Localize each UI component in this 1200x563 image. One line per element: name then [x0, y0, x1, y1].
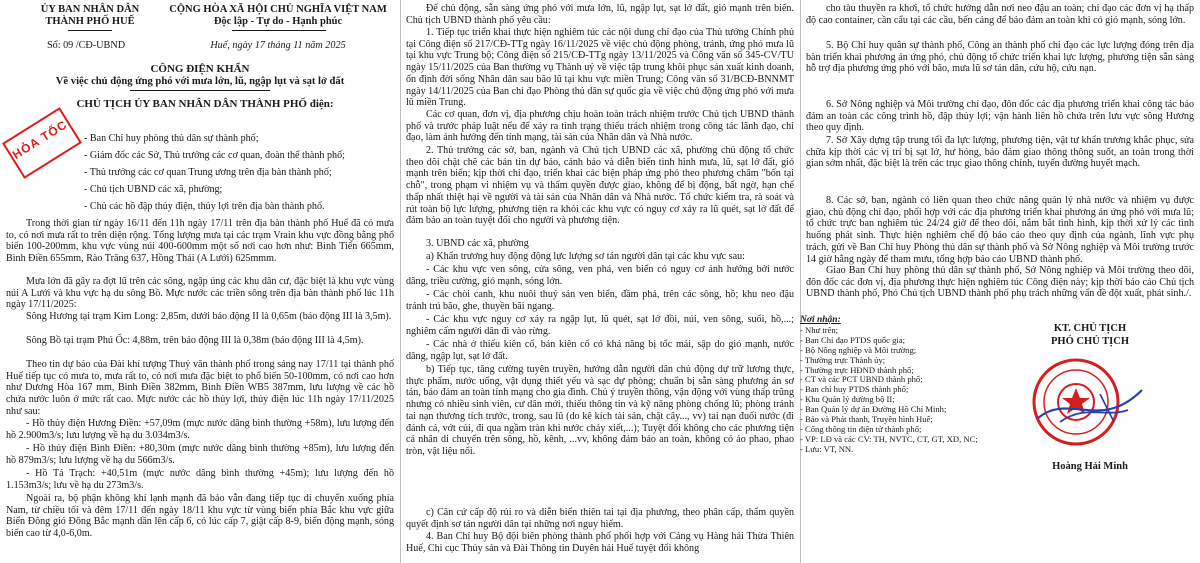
body-paragraph: Giao Ban Chỉ huy phòng thủ dân sự thành phố, Sở Nông nghiệp và Môi trường theo dõi, đôn đốc các đơn vị, địa phương thực hiện nghiêm túc Công điện này; kịp thời báo cáo Chủ tịch UBND thành phố, Phó Chủ tịch UBND thành phố phụ trách những vấn đề đột xuất, phát sinh./. — [806, 265, 1194, 300]
recipient-item: - CT và các PCT UBND thành phố; — [800, 374, 923, 385]
recipient-line: - Thủ trưởng các cơ quan Trung ương trên địa bàn thành phố; — [84, 167, 332, 178]
recipient-line: - Ban Chỉ huy phòng thủ dân sự thành phố; — [84, 133, 259, 144]
nation-name: CỘNG HÒA XÃ HỘI CHỦ NGHĨA VIỆT NAM — [169, 4, 387, 15]
official-seal-icon — [1030, 352, 1150, 452]
body-paragraph: cho tàu thuyền ra khơi, tổ chức hướng dẫn nơi neo đậu an toàn; chỉ đạo các đơn vị hạ thấp độ cao container, cần cẩu tại các cầu, bến cảng để bảo đảm an toàn khi có gió mạnh, sóng lớn. — [806, 3, 1194, 26]
body-paragraph: b) Tiếp tục, tăng cường tuyên truyền, hướng dẫn người dân chủ động dự trữ lương thực, thực phẩm, nước uống, vật dụng thiết yếu và sạc dự phòng; chuẩn bị sẵn sàng phương án sơ tán, bảo đảm an toàn tính mạng cho gia đình. Chủ ý truyền thông, vận động với vùng thấp trũng nhưng có nhiều sinh viên, cư dân mới, thiếu thông tin và kỹ năng phòng chống lũ; phòng tránh tai nạn thương tích trước, trong, sau lũ (do kê kích tài sản, chặt cây..., vv) tai nạn đuối nước (đi đánh cá, vớt củi, đi qua ngầm tràn khi nước chảy xiết,...); Tuyệt đối không cho các phương tiện cá nhân di chuyển trên sông, hồ, kênh, ...vv, không đảm bảo an toàn, không có áo phao, phao tròn, vật liệu nổi. — [406, 364, 794, 457]
signature-title-2: PHÓ CHỦ TỊCH — [1051, 336, 1129, 347]
body-paragraph: Trong thời gian từ ngày 16/11 đến 11h ngày 17/11 trên địa bàn thành phố Huế đã có mưa to, có nơi mưa rất to trên diện rộng. Tổng lượng mưa tại các trạm Vrain khu vực đồng bằng phổ biến 100-200mm, khu vực vùng núi 400-600mm một số nơi cao hơn như: Bình Tiến 665mm, Bình Điền 655mm, Rào Trăng 637, Hồng Thái (A Lưới) 625mmm. — [6, 218, 394, 265]
body-paragraph: Mưa lớn đã gây ra đợt lũ trên các sông, ngập úng các khu dân cư, đặc biệt là khu vực vùng núi A Lưới và khu vực hạ du sông Bồ. Mực nước các triền sông trên địa bàn thành phố lúc 11h ngày 17/11/2025: — [6, 276, 394, 311]
recipient-item: - Báo và Phát thanh, Truyền hình Huế; — [800, 414, 933, 425]
body-paragraph: - Các khu vực nguy cơ xảy ra ngập lụt, lũ quét, sạt lở đồi, núi, ven sông, suối, hồ,...; nghiêm cấm người dân đi vào rừng. — [406, 314, 794, 337]
body-paragraph: a) Khẩn trương huy động động lực lượng sơ tán người dân tại các khu vực sau: — [426, 251, 745, 262]
document-page-1 — [0, 0, 400, 563]
document-subject: Về việc chủ động ứng phó với mưa lớn, lũ, ngập lụt và sạt lở đất — [55, 76, 345, 87]
document-page-2 — [400, 0, 800, 563]
body-paragraph: 1. Tiếp tục triển khai thực hiện nghiêm túc các nội dung chỉ đạo của Thủ tướng Chính phủ tại Công điện số 217/CĐ-TTg ngày 16/11/2025 về việc chủ động phòng, tránh, ứng phó mưa lũ tại khu vực Trung bộ; Công điện số 215/CĐ-TTg ngày 13/11/2025 và Công văn số 345-CV/TU ngày 15/11/2025 của Ban thường vụ Thành uỷ về việc tập trung khôi phục sản xuất kinh doanh, ổn định đời sống Nhân dân sau bão lũ tại khu vực miền Trung; Công văn số 31/BCĐ-BNNMT ngày 14/11/2025 của Ban chỉ đạo Phòng thủ dân sự quốc gia về việc chủ động ứng phó với mưa lũ miền Trung. — [406, 27, 794, 109]
signature-title-1: KT. CHỦ TỊCH — [1053, 323, 1127, 334]
recipient-item: - Lưu: VT, NN. — [800, 443, 854, 454]
body-paragraph: - Các chòi canh, khu nuôi thuỷ sản ven biển, đầm phá, trên các sông, hồ; khu neo đậu tránh trú bão, ghe, thuyền bãi ngang. — [406, 289, 794, 312]
body-paragraph: Các cơ quan, đơn vị, địa phương chịu hoàn toàn trách nhiệm trước Chủ tịch UBND thành phố và trước pháp luật nếu để xảy ra tình trạng thiếu trách nhiệm trong công tác lãnh đạo, chỉ đạo, làm ảnh hưởng đến tính mạng, tài sản của Nhân dân và Nhà nước. — [406, 109, 794, 144]
body-paragraph: Sông Hương tại trạm Kim Long: 2,85m, dưới báo động II là 0,65m (báo động III là 3,5m). — [26, 311, 392, 322]
body-paragraph: 5. Bộ Chỉ huy quân sự thành phố, Công an thành phố chỉ đạo các lực lượng đóng trên địa bàn triển khai phương án ứng phó, chủ động tổ chức triển khai lực lượng, phương tiện sẵn sàng hỗ trợ địa phương ứng phó với bão, mưa lũ sơ tán dân, cứu hộ, cứu nạn. — [806, 40, 1194, 75]
recipient-item: - Như trên; — [800, 324, 839, 335]
org-name-line2: THÀNH PHỐ HUẾ — [45, 16, 135, 27]
recipients-heading: Nơi nhận: — [800, 315, 841, 325]
recipient-line: - Giám đốc các Sở, Thủ trưởng các cơ quan, đoàn thể thành phố; — [84, 150, 345, 161]
body-paragraph: Sông Bồ tại trạm Phú Ốc: 4,88m, trên báo động III là 0,38m (báo động III là 4,5m). — [26, 335, 364, 346]
recipient-item: - Thường trực Thành ủy; — [800, 354, 886, 365]
recipient-item: - Ban Quản lý dự án Đường Hồ Chí Minh; — [800, 404, 947, 415]
recipient-item: - Cổng thông tin điện tử thành phố; — [800, 423, 922, 434]
recipient-item: - Khu Quản lý đường bộ II; — [800, 394, 895, 405]
recipient-line: - Chủ các hồ đập thủy điện, thủy lợi trên địa bàn thành phố. — [84, 201, 325, 212]
body-paragraph: - Hồ thủy điện Hương Điền: +57,09m (mực nước dâng bình thường +58m), lưu lượng đến hồ 2.900m3/s; lưu lượng về hạ du 3.034m3/s. — [6, 418, 394, 441]
recipient-item: - Ban Chỉ đạo PTDS quốc gia; — [800, 334, 906, 345]
subject-underline — [130, 90, 270, 91]
signer-name: Hoàng Hải Minh — [1052, 461, 1128, 472]
org-name-line1: ỦY BAN NHÂN DÂN — [40, 4, 140, 15]
body-paragraph: 7. Sở Xây dựng tập trung tối đa lực lượng, phương tiện, vật tư khẩn trương khắc phục, sửa chữa kịp thời các vị trí bị sạt lở, hư hỏng, bảo đảm giao thông thông suốt, an toàn trong thời gian sớm nhất, đặc biệt là trên các trục giao thông chính, tuyến đường huyết mạch. — [806, 135, 1194, 170]
recipients-list — [800, 316, 1020, 455]
body-paragraph: 8. Các sở, ban, ngành có liên quan theo chức năng quản lý nhà nước và nhiệm vụ được giao, chủ động chỉ đạo, phối hợp với các địa phương triển khai phương án ứng phó với mưa lũ; tổ chức trực ban nghiêm túc 24/24 giờ để theo dõi, nắm bắt tình hình, kịp thời xử lý các tình huống phát sinh. Thực hiện nghiêm chế độ báo cáo theo quy định của ngành, lĩnh vực phụ trách, gửi về Ban Chỉ huy Phòng thủ dân sự thành phố và Sở Nông nghiệp và Môi trường trước 14 giờ hằng ngày để tham mưu, tổng hợp báo cáo UBND thành phố. — [806, 195, 1194, 265]
recipient-item: - VP: LĐ và các CV: TH, NVTC, CT, GT, XD, NC; — [800, 433, 978, 444]
body-paragraph: 3. UBND các xã, phường — [426, 238, 529, 249]
recipient-item: - Thường trực HĐND thành phố; — [800, 364, 914, 375]
document-date: Huế, ngày 17 tháng 11 năm 2025 — [210, 40, 346, 51]
body-paragraph: 4. Ban Chỉ huy Bộ đội biên phòng thành phố phối hợp với Cảng vụ Hàng hải Thừa Thiên Huế, Chi cục Thủy sản và Đài Thông tin Duyên hải Huế tuyệt đối không — [406, 531, 794, 554]
recipient-item: - Bộ Nông nghiệp và Môi trường; — [800, 344, 917, 355]
body-paragraph: - Các nhà ở thiếu kiên cố, bán kiên cố có khả năng bị tốc mái, sập do gió mạnh, nước dâng, ngập lụt, sạt lở đất. — [406, 339, 794, 362]
recipient-item: - Ban chỉ huy PTDS thành phố; — [800, 384, 909, 395]
document-title: CÔNG ĐIỆN KHẨN — [150, 63, 250, 75]
recipient-line: - Chủ tịch UBND các xã, phường; — [84, 184, 223, 195]
body-paragraph: Ngoài ra, bộ phận không khí lạnh mạnh đã bảo vẫn đang tiếp tục di chuyển xuống phía Nam, từ chiều tối và đêm 17/11 đến ngày 18/11 khu vực từ vùng biển phía Bắc khu vực giữa Biển Đông gió Đông Bắc mạnh dần lên cấp 6, có lúc cấp 7, giật cấp 8-9, biển động mạnh, sóng biển cao từ 4,0-6,0m. — [6, 493, 394, 540]
urgent-stamp: HỎA TỐC — [2, 107, 82, 179]
motto-underline — [232, 30, 326, 31]
body-paragraph: 2. Thủ trưởng các sở, ban, ngành và Chủ tịch UBND các xã, phường chủ động tổ chức theo dõi chặt chẽ các bản tin dự báo, cảnh báo và diễn biến tình hình mưa, lũ, sạt lở đất, gió mạnh trên biển; kịp thời chỉ đạo, triển khai các biện pháp ứng phó theo phương châm "bốn tại chỗ", trong phạm vi nhiệm vụ và thẩm quyền được giao, không để bị động, bất ngờ, hạn chế thấp nhất thiệt hại về người và tài sản của Nhân dân và Nhà nước. Tổ chức kiểm tra, rà soát và rút toàn bộ lực lượng, phương tiện ra khỏi các khu vực có nguy cơ xảy ra lũ quét, sạt lở đất để đảm bảo an toàn tuyệt đối cho người và phương tiện. — [406, 145, 794, 227]
body-paragraph: - Hồ thủy điện Bình Điền: +80,30m (mực nước dâng bình thường +85m), lưu lượng đến hồ 879m3/s; lưu lượng về hạ du 566m3/s. — [6, 443, 394, 466]
body-paragraph: 6. Sở Nông nghiệp và Môi trường chỉ đạo, đôn đốc các địa phương triển khai công tác bảo đảm an toàn các công trình hồ, đập thủy lợi; vận hành liên hồ chứa trên lưu vực sông Hương theo quy định. — [806, 99, 1194, 134]
body-paragraph: c) Căn cứ cấp độ rủi ro và diễn biến thiên tai tại địa phương, theo phân cấp, thẩm quyền quyết định sơ tán người dân tại những nơi nguy hiểm. — [406, 507, 794, 530]
document-number: Số: 09 /CĐ-UBND — [46, 40, 126, 51]
nation-motto: Độc lập - Tự do - Hạnh phúc — [213, 16, 343, 27]
sender-heading: CHỦ TỊCH ỦY BAN NHÂN DÂN THÀNH PHỐ điện: — [76, 98, 334, 110]
body-paragraph: - Hồ Tả Trạch: +40,51m (mực nước dâng bình thường +45m); lưu lượng đến hồ 1.153m3/s; lưu về hạ du 273m3/s. — [6, 468, 394, 491]
body-paragraph: Theo tin dự báo của Đài khí tượng Thuỷ văn thành phố trong sáng nay 17/11 tại thành phố Huế tiếp tục có mưa to, mưa rất to, có nơi mưa đặc biệt to phổ biến 50-100mm, có nơi cao hơn như Dương Hòa 167 mm, Bình Điền 382mm, Bình Điền WB5 387mm, lưu lượng về các hồ chứa nước luôn ở mức rất cao. Mực nước các hồ thủy lợi, thủy điện lúc 11h ngày 17/11/2025 như sau: — [6, 359, 394, 417]
body-paragraph: - Các khu vực ven sông, cửa sông, ven phá, ven biển có nguy cơ ảnh hưởng bởi nước dâng, triều cường, gió mạnh, sóng lớn. — [406, 264, 794, 287]
document-page-3 — [800, 0, 1200, 563]
org-underline — [68, 30, 112, 31]
body-paragraph: Để chủ động, sẵn sàng ứng phó với mưa lớn, lũ, ngập lụt, sạt lở đất, gió mạnh trên biển. Chủ tịch UBND thành phố yêu cầu: — [406, 3, 794, 26]
